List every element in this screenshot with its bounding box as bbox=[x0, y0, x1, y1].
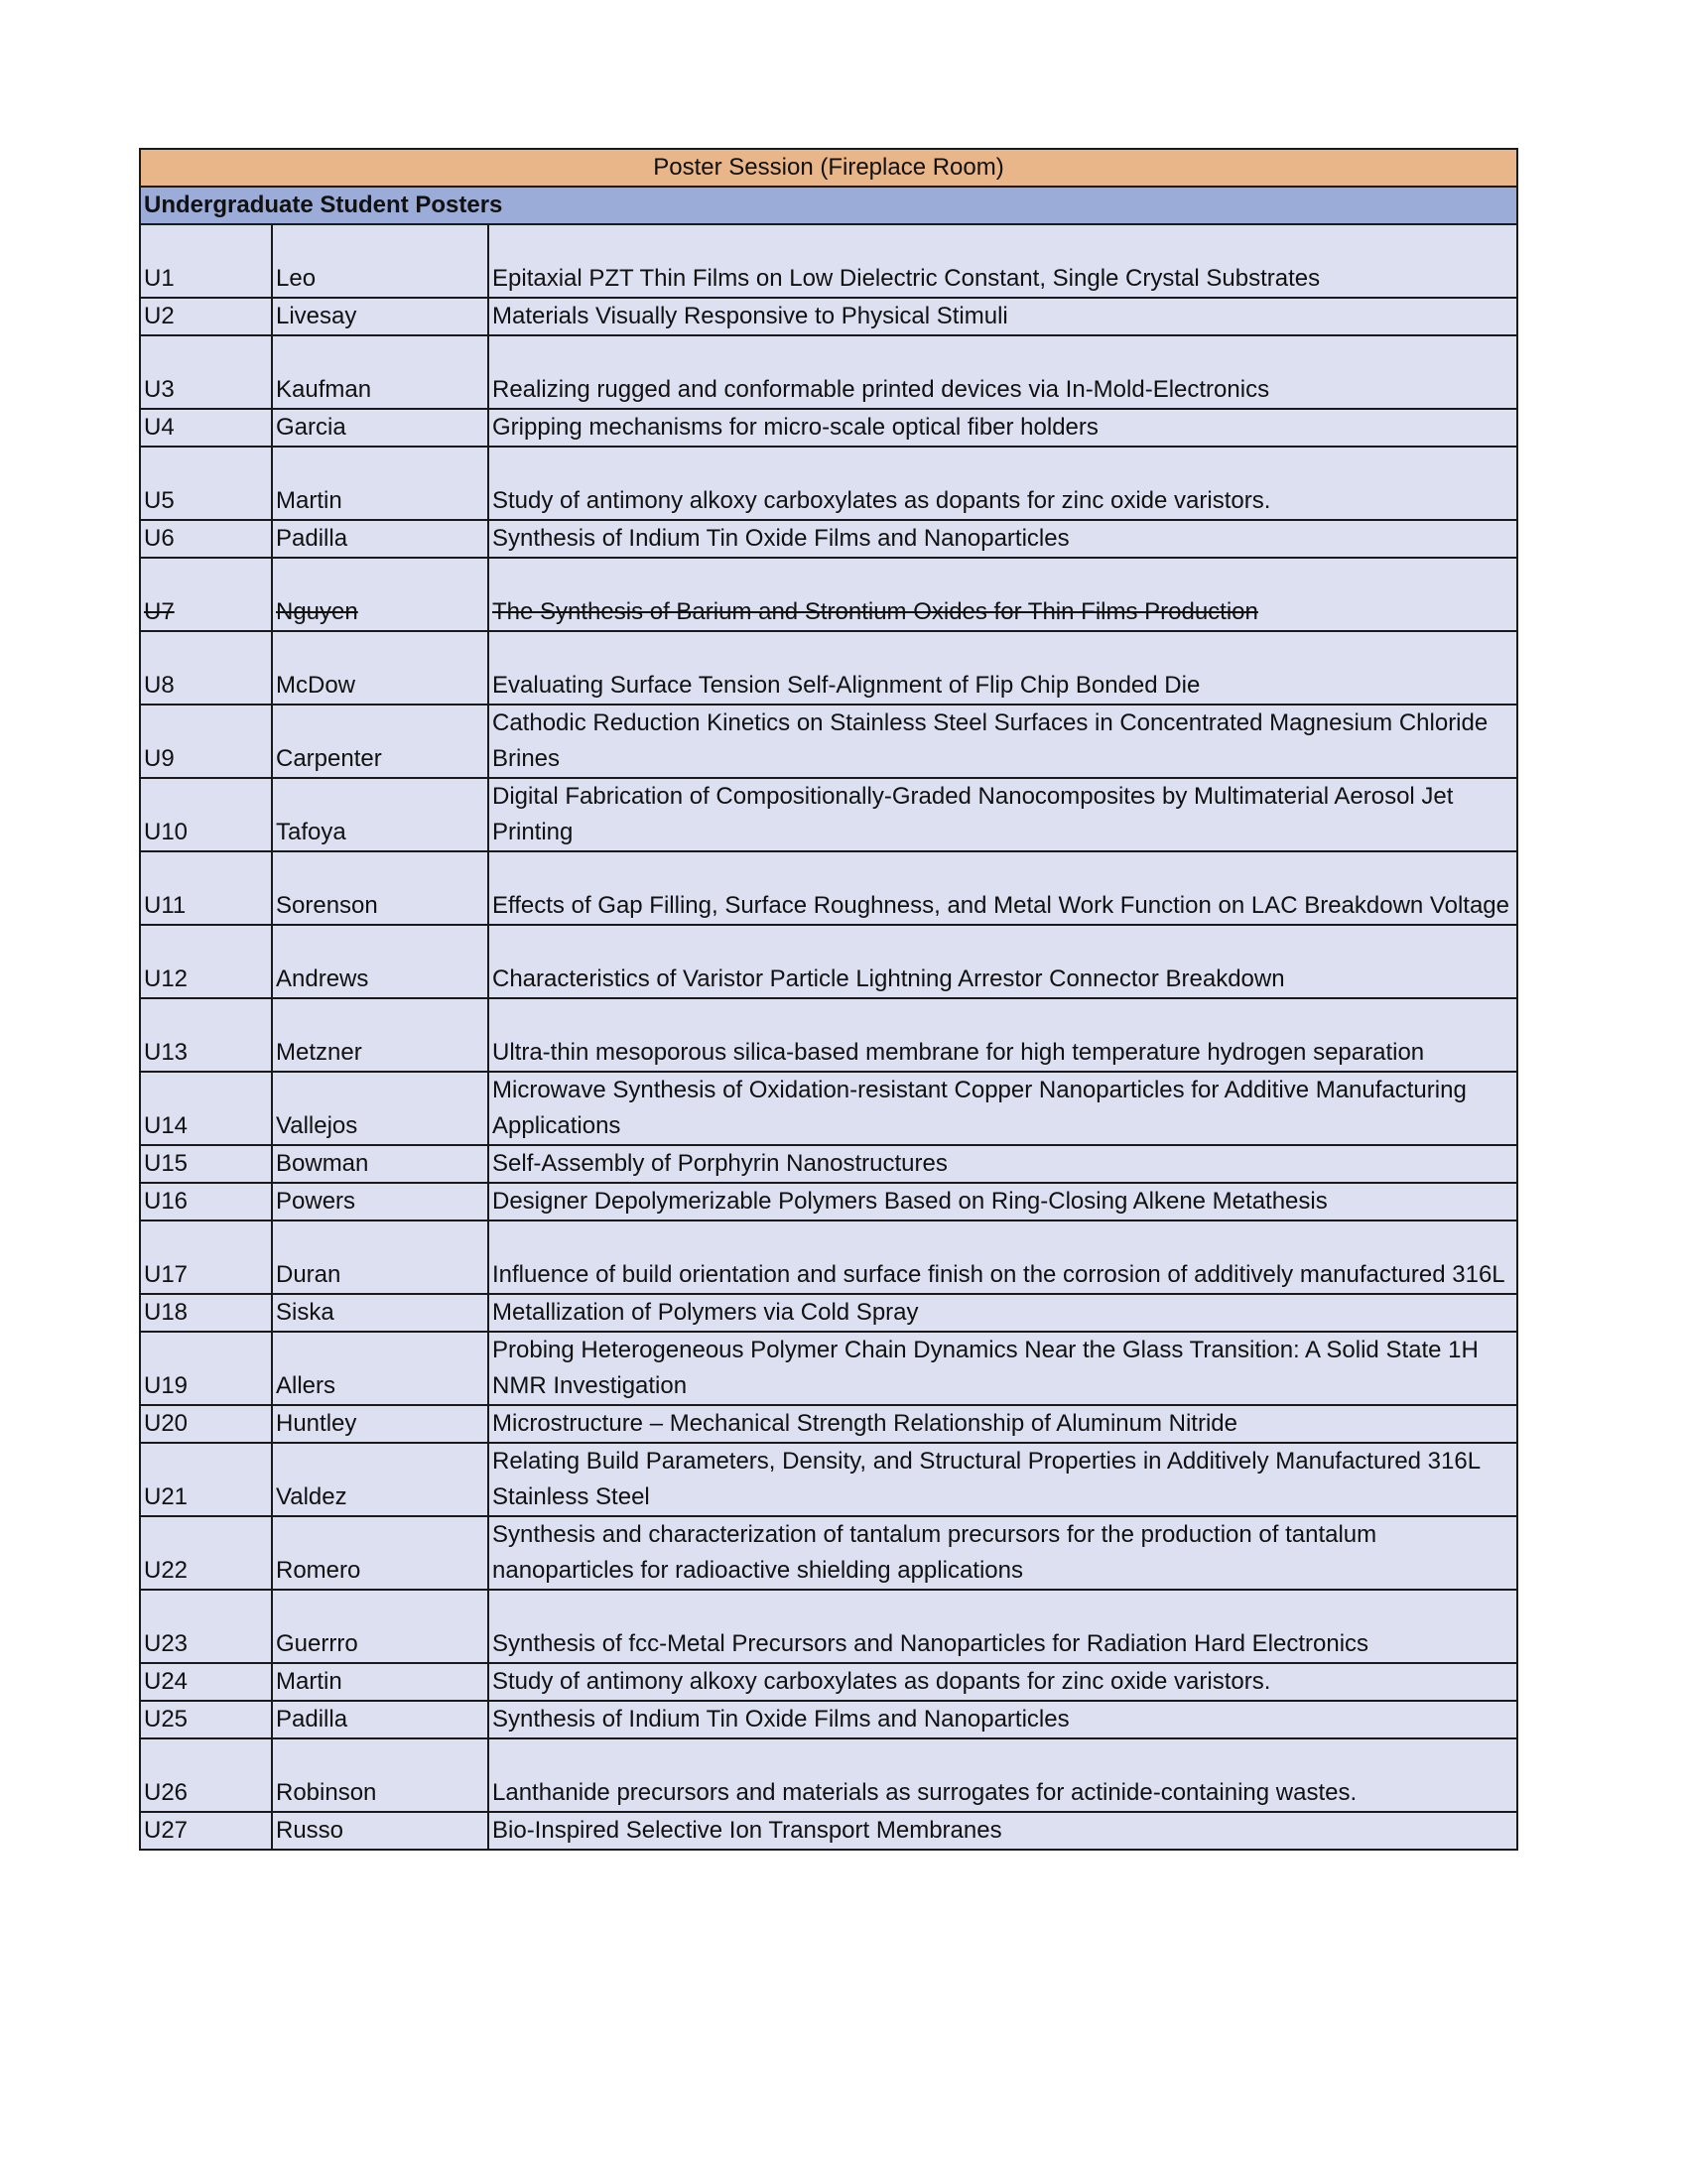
presenter-name: Kaufman bbox=[276, 376, 372, 403]
poster-id-cell bbox=[140, 1072, 272, 1145]
presenter-name: Martin bbox=[276, 1668, 342, 1695]
presenter-name-cell bbox=[272, 1443, 488, 1516]
poster-id: U4 bbox=[144, 414, 175, 441]
presenter-name-cell bbox=[272, 1590, 488, 1663]
poster-title-cell bbox=[488, 1183, 1517, 1220]
poster-title: Realizing rugged and conformable printed devices via In-Mold-Electronics bbox=[492, 376, 1270, 403]
poster-id-cell bbox=[140, 998, 272, 1072]
presenter-name-cell bbox=[272, 705, 488, 778]
presenter-name-cell bbox=[272, 520, 488, 558]
poster-title-cell bbox=[488, 1443, 1517, 1516]
poster-title: Influence of build orientation and surface finish on the corrosion of additively manufactured 316L bbox=[492, 1261, 1505, 1288]
poster-title-cell bbox=[488, 705, 1517, 778]
poster-title: Synthesis and characterization of tantalum precursors for the production of tantalum nanoparticles for radioactive shielding applications bbox=[492, 1521, 1377, 1584]
poster-title: Designer Depolymerizable Polymers Based on Ring-Closing Alkene Metathesis bbox=[492, 1188, 1328, 1215]
poster-id: U2 bbox=[144, 303, 175, 329]
poster-row bbox=[140, 1738, 1517, 1812]
presenter-name-cell bbox=[272, 224, 488, 298]
poster-row bbox=[140, 1405, 1517, 1443]
presenter-name-cell bbox=[272, 1701, 488, 1738]
presenter-name: Garcia bbox=[276, 414, 346, 441]
presenter-name: Carpenter bbox=[276, 745, 382, 772]
poster-id: U17 bbox=[144, 1261, 189, 1288]
poster-schedule-body bbox=[140, 149, 1517, 1850]
poster-id-cell bbox=[140, 409, 272, 447]
poster-title-cell bbox=[488, 447, 1517, 520]
poster-row bbox=[140, 1812, 1517, 1850]
presenter-name: Valdez bbox=[276, 1483, 347, 1510]
poster-row bbox=[140, 520, 1517, 558]
poster-id: U1 bbox=[144, 265, 175, 292]
poster-id: U21 bbox=[144, 1483, 189, 1510]
poster-title-cell bbox=[488, 520, 1517, 558]
poster-row bbox=[140, 409, 1517, 447]
poster-id-cell bbox=[140, 1443, 272, 1516]
poster-id-cell bbox=[140, 778, 272, 851]
poster-id: U6 bbox=[144, 525, 175, 552]
poster-id: U16 bbox=[144, 1188, 189, 1215]
poster-title: Synthesis of Indium Tin Oxide Films and Nanoparticles bbox=[492, 1706, 1070, 1733]
poster-title-cell bbox=[488, 1332, 1517, 1405]
presenter-name-cell bbox=[272, 631, 488, 705]
poster-id-cell bbox=[140, 1701, 272, 1738]
presenter-name: Andrews bbox=[276, 965, 369, 992]
presenter-name-cell bbox=[272, 851, 488, 925]
presenter-name: Padilla bbox=[276, 1706, 348, 1733]
poster-title: Materials Visually Responsive to Physical Stimuli bbox=[492, 303, 1008, 329]
poster-id-cell bbox=[140, 520, 272, 558]
poster-title-cell bbox=[488, 778, 1517, 851]
poster-id-cell bbox=[140, 447, 272, 520]
poster-id-cell bbox=[140, 631, 272, 705]
poster-id: U25 bbox=[144, 1706, 189, 1733]
poster-id-cell bbox=[140, 925, 272, 998]
poster-id-cell bbox=[140, 558, 272, 631]
presenter-name-cell bbox=[272, 1220, 488, 1294]
poster-id: U9 bbox=[144, 745, 175, 772]
poster-row bbox=[140, 224, 1517, 298]
poster-id-cell bbox=[140, 1332, 272, 1405]
poster-row bbox=[140, 778, 1517, 851]
poster-title: Digital Fabrication of Compositionally-Graded Nanocomposites by Multimaterial Aerosol Jet Printing bbox=[492, 783, 1454, 845]
presenter-name: Padilla bbox=[276, 525, 348, 552]
poster-title: Synthesis of fcc-Metal Precursors and Nanoparticles for Radiation Hard Electronics bbox=[492, 1630, 1369, 1657]
poster-title: Relating Build Parameters, Density, and Structural Properties in Additively Manufactured 316L Stainless Steel bbox=[492, 1448, 1481, 1510]
presenter-name: Leo bbox=[276, 265, 317, 292]
presenter-name-cell bbox=[272, 998, 488, 1072]
poster-title: Cathodic Reduction Kinetics on Stainless Steel Surfaces in Concentrated Magnesium Chloride Brines bbox=[492, 709, 1489, 772]
poster-title: Lanthanide precursors and materials as surrogates for actinide-containing wastes. bbox=[492, 1779, 1358, 1806]
poster-schedule-table bbox=[139, 148, 1518, 1851]
session-title-row bbox=[140, 149, 1517, 187]
presenter-name-cell bbox=[272, 1183, 488, 1220]
poster-id: U22 bbox=[144, 1557, 189, 1584]
poster-title: The Synthesis of Barium and Strontium Oxides for Thin Films Production bbox=[492, 598, 1258, 625]
poster-id: U12 bbox=[144, 965, 189, 992]
poster-title: Gripping mechanisms for micro-scale optical fiber holders bbox=[492, 414, 1099, 441]
poster-id-cell bbox=[140, 1183, 272, 1220]
poster-id: U3 bbox=[144, 376, 175, 403]
poster-id-cell bbox=[140, 1405, 272, 1443]
section-header-row bbox=[140, 187, 1517, 224]
presenter-name: Siska bbox=[276, 1299, 334, 1326]
poster-title-cell bbox=[488, 1072, 1517, 1145]
poster-id: U15 bbox=[144, 1150, 189, 1177]
poster-title-cell bbox=[488, 1145, 1517, 1183]
poster-id: U10 bbox=[144, 819, 189, 845]
poster-row bbox=[140, 1590, 1517, 1663]
poster-title-cell bbox=[488, 409, 1517, 447]
presenter-name-cell bbox=[272, 1145, 488, 1183]
presenter-name: Martin bbox=[276, 487, 342, 514]
presenter-name: Huntley bbox=[276, 1410, 357, 1437]
poster-row bbox=[140, 1072, 1517, 1145]
poster-title-cell bbox=[488, 631, 1517, 705]
poster-id-cell bbox=[140, 1812, 272, 1850]
poster-title-cell bbox=[488, 1701, 1517, 1738]
poster-title: Microwave Synthesis of Oxidation-resistant Copper Nanoparticles for Additive Manufacturing Applications bbox=[492, 1077, 1467, 1139]
presenter-name: Sorenson bbox=[276, 892, 378, 919]
poster-id: U19 bbox=[144, 1372, 189, 1399]
poster-title: Study of antimony alkoxy carboxylates as dopants for zinc oxide varistors. bbox=[492, 487, 1271, 514]
poster-title-cell bbox=[488, 925, 1517, 998]
presenter-name: Bowman bbox=[276, 1150, 369, 1177]
poster-row bbox=[140, 851, 1517, 925]
presenter-name: Vallejos bbox=[276, 1112, 358, 1139]
presenter-name: Metzner bbox=[276, 1039, 362, 1066]
presenter-name: McDow bbox=[276, 672, 356, 699]
poster-id: U24 bbox=[144, 1668, 189, 1695]
poster-row bbox=[140, 1183, 1517, 1220]
poster-title-cell bbox=[488, 1516, 1517, 1590]
poster-row bbox=[140, 1443, 1517, 1516]
poster-title: Characteristics of Varistor Particle Lightning Arrestor Connector Breakdown bbox=[492, 965, 1285, 992]
poster-row bbox=[140, 1516, 1517, 1590]
poster-row bbox=[140, 447, 1517, 520]
presenter-name-cell bbox=[272, 1516, 488, 1590]
poster-title-cell bbox=[488, 558, 1517, 631]
presenter-name: Livesay bbox=[276, 303, 357, 329]
poster-row bbox=[140, 631, 1517, 705]
poster-row bbox=[140, 1294, 1517, 1332]
poster-title: Synthesis of Indium Tin Oxide Films and Nanoparticles bbox=[492, 525, 1070, 552]
presenter-name-cell bbox=[272, 335, 488, 409]
presenter-name-cell bbox=[272, 925, 488, 998]
presenter-name-cell bbox=[272, 298, 488, 335]
poster-id: U8 bbox=[144, 672, 175, 699]
poster-id-cell bbox=[140, 1516, 272, 1590]
poster-row bbox=[140, 298, 1517, 335]
poster-title-cell bbox=[488, 998, 1517, 1072]
poster-row bbox=[140, 335, 1517, 409]
poster-id-cell bbox=[140, 1590, 272, 1663]
presenter-name: Duran bbox=[276, 1261, 341, 1288]
poster-id-cell bbox=[140, 1738, 272, 1812]
presenter-name: Robinson bbox=[276, 1779, 377, 1806]
presenter-name: Guerrro bbox=[276, 1630, 358, 1657]
poster-id-cell bbox=[140, 298, 272, 335]
poster-row bbox=[140, 998, 1517, 1072]
poster-title-cell bbox=[488, 335, 1517, 409]
poster-row bbox=[140, 1220, 1517, 1294]
poster-row bbox=[140, 1663, 1517, 1701]
poster-id-cell bbox=[140, 335, 272, 409]
poster-id: U13 bbox=[144, 1039, 189, 1066]
presenter-name: Tafoya bbox=[276, 819, 346, 845]
presenter-name-cell bbox=[272, 1332, 488, 1405]
poster-id: U27 bbox=[144, 1817, 189, 1844]
presenter-name: Russo bbox=[276, 1817, 344, 1844]
poster-id: U7 bbox=[144, 598, 175, 625]
presenter-name-cell bbox=[272, 1738, 488, 1812]
presenter-name-cell bbox=[272, 1812, 488, 1850]
poster-row bbox=[140, 1145, 1517, 1183]
poster-title-cell bbox=[488, 1220, 1517, 1294]
presenter-name: Powers bbox=[276, 1188, 356, 1215]
poster-title: Study of antimony alkoxy carboxylates as dopants for zinc oxide varistors. bbox=[492, 1668, 1271, 1695]
poster-title: Self-Assembly of Porphyrin Nanostructures bbox=[492, 1150, 948, 1177]
presenter-name-cell bbox=[272, 1294, 488, 1332]
poster-row bbox=[140, 925, 1517, 998]
poster-title-cell bbox=[488, 1812, 1517, 1850]
poster-title-cell bbox=[488, 1738, 1517, 1812]
presenter-name-cell bbox=[272, 409, 488, 447]
poster-title: Microstructure – Mechanical Strength Relationship of Aluminum Nitride bbox=[492, 1410, 1237, 1437]
poster-title: Epitaxial PZT Thin Films on Low Dielectric Constant, Single Crystal Substrates bbox=[492, 265, 1321, 292]
presenter-name-cell bbox=[272, 778, 488, 851]
poster-id: U5 bbox=[144, 487, 175, 514]
presenter-name-cell bbox=[272, 558, 488, 631]
presenter-name: Nguyen bbox=[276, 598, 358, 625]
poster-title: Bio-Inspired Selective Ion Transport Membranes bbox=[492, 1817, 1002, 1844]
poster-title: Ultra-thin mesoporous silica-based membrane for high temperature hydrogen separation bbox=[492, 1039, 1425, 1066]
poster-title-cell bbox=[488, 1294, 1517, 1332]
poster-title-cell bbox=[488, 298, 1517, 335]
poster-id: U18 bbox=[144, 1299, 189, 1326]
poster-id-cell bbox=[140, 851, 272, 925]
poster-id: U14 bbox=[144, 1112, 189, 1139]
section-title: Undergraduate Student Posters bbox=[140, 187, 1517, 224]
poster-id: U26 bbox=[144, 1779, 189, 1806]
poster-title-cell bbox=[488, 1590, 1517, 1663]
poster-id-cell bbox=[140, 1294, 272, 1332]
poster-title: Effects of Gap Filling, Surface Roughness, and Metal Work Function on LAC Breakdown Voltage bbox=[492, 892, 1510, 919]
poster-id-cell bbox=[140, 1220, 272, 1294]
presenter-name-cell bbox=[272, 447, 488, 520]
poster-title-cell bbox=[488, 1405, 1517, 1443]
poster-row bbox=[140, 1332, 1517, 1405]
poster-id: U23 bbox=[144, 1630, 189, 1657]
poster-title: Probing Heterogeneous Polymer Chain Dynamics Near the Glass Transition: A Solid State 1H NMR Investigation bbox=[492, 1337, 1479, 1399]
poster-title-cell bbox=[488, 224, 1517, 298]
poster-title-cell bbox=[488, 1663, 1517, 1701]
presenter-name-cell bbox=[272, 1072, 488, 1145]
poster-id: U20 bbox=[144, 1410, 189, 1437]
poster-row bbox=[140, 705, 1517, 778]
poster-id-cell bbox=[140, 1145, 272, 1183]
session-title: Poster Session (Fireplace Room) bbox=[140, 149, 1517, 187]
poster-id-cell bbox=[140, 705, 272, 778]
poster-id: U11 bbox=[144, 892, 187, 919]
presenter-name-cell bbox=[272, 1663, 488, 1701]
poster-title-cell bbox=[488, 851, 1517, 925]
presenter-name-cell bbox=[272, 1405, 488, 1443]
presenter-name: Romero bbox=[276, 1557, 361, 1584]
poster-id-cell bbox=[140, 1663, 272, 1701]
poster-row bbox=[140, 1701, 1517, 1738]
poster-title: Evaluating Surface Tension Self-Alignment of Flip Chip Bonded Die bbox=[492, 672, 1201, 699]
poster-row bbox=[140, 558, 1517, 631]
poster-id-cell bbox=[140, 224, 272, 298]
poster-title: Metallization of Polymers via Cold Spray bbox=[492, 1299, 919, 1326]
presenter-name: Allers bbox=[276, 1372, 336, 1399]
